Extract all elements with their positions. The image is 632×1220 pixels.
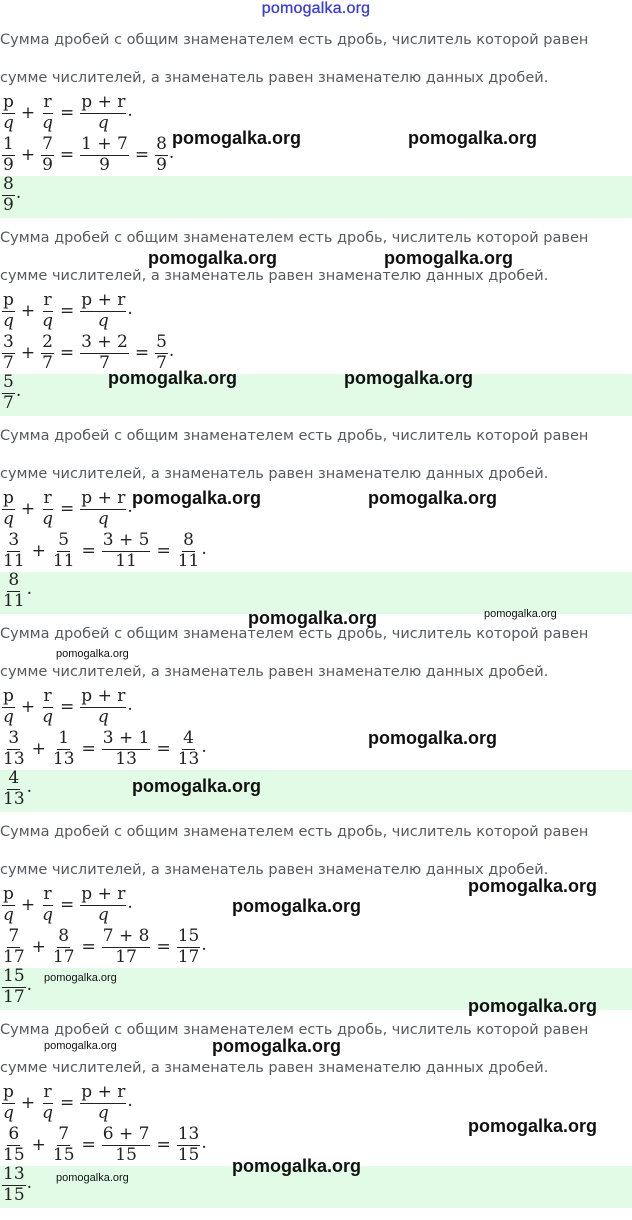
watermark-text: pomogalka.org [232,896,362,916]
watermark-text: pomogalka.org [132,776,262,796]
answer-fraction: $\frac{4}{13}$ [3,768,25,809]
first-fraction: $\frac{3}{11}$ [3,530,25,571]
sum-fraction: $\frac{7 + 8}{17}$ [102,926,150,967]
first-fraction: $\frac{3}{13}$ [3,728,25,769]
general-formula: $\frac{p}{q}$ + $\frac{r}{q}$ = $\frac{p + r}{q}$ . [3,686,133,727]
answer-value: $\frac{8}{9}$ . [3,174,22,215]
second-fraction: $\frac{7}{9}$ [42,134,53,175]
result-fraction: $\frac{13}{15}$ [177,1124,200,1165]
answer-fraction: $\frac{13}{15}$ [3,1164,25,1205]
watermark-text: pomogalka.org [232,1156,362,1176]
fraction-r-over-q: $\frac{r}{q}$ [42,290,54,331]
plus-sign: + [20,499,36,520]
problem-block-2 [0,230,632,428]
second-fraction: $\frac{1}{13}$ [52,728,75,769]
plus-sign: + [20,697,36,718]
rule-line-2: сумме числителей, а знаменатель равен знаменателю данных дробей. [0,1060,549,1076]
answer-box [0,770,632,812]
sum-fraction: $\frac{3 + 1}{13}$ [102,728,150,769]
answer-value: $\frac{5}{7}$ . [3,372,22,413]
problem-block-5 [0,824,632,1022]
watermark-text: pomogalka.org [368,728,498,748]
fraction-sum-over-q: $\frac{p + r}{q}$ [81,290,126,331]
second-fraction: $\frac{2}{7}$ [42,332,53,373]
rule-line-1: Сумма дробей с общим знаменателем есть дробь, числитель которой равен [0,428,589,444]
rule-line-1: Сумма дробей с общим знаменателем есть дробь, числитель которой равен [0,626,589,642]
plus-sign: + [31,739,46,760]
equals-sign: = [81,1135,96,1156]
rule-line-1: Сумма дробей с общим знаменателем есть дробь, числитель которой равен [0,1022,589,1038]
fraction-sum-over-q: $\frac{p + r}{q}$ [81,686,126,727]
equals-sign: = [156,541,171,562]
first-fraction: $\frac{3}{7}$ [3,332,14,373]
fraction-r-over-q: $\frac{r}{q}$ [42,488,54,529]
watermark-text: pomogalka.org [468,876,598,896]
equals-sign: = [60,895,75,916]
worked-example: $\frac{1}{9}$ + $\frac{7}{9}$ = $\frac{1 + 7}{9}$ = $\frac{8}{9}$ . [3,134,175,175]
rule-line-2: сумме числителей, а знаменатель равен знаменателю данных дробей. [0,862,549,878]
worked-example: $\frac{7}{17}$ + $\frac{8}{17}$ = $\frac{7 + 8}{17}$ = $\frac{15}{17}$ . [3,926,207,967]
watermark-text: pomogalka.org [344,368,474,388]
watermark-text: pomogalka.org [148,248,278,268]
worked-example: $\frac{6}{15}$ + $\frac{7}{15}$ = $\frac{6 + 7}{15}$ = $\frac{13}{15}$ . [3,1124,207,1165]
first-fraction: $\frac{1}{9}$ [3,134,14,175]
equals-sign: = [134,343,150,364]
fraction-r-over-q: $\frac{r}{q}$ [42,686,54,727]
equals-sign: = [156,739,171,760]
answer-value: $\frac{15}{17}$ . [3,966,33,1007]
answer-fraction: $\frac{8}{9}$ [3,174,14,215]
equals-sign: = [59,145,75,166]
fraction-p-over-q: $\frac{p}{q}$ [3,488,14,529]
result-fraction: $\frac{4}{13}$ [177,728,200,769]
watermark-text: pomogalka.org [248,608,378,628]
first-fraction: $\frac{6}{15}$ [3,1124,25,1165]
watermark-text: pomogalka.org [212,1036,342,1056]
plus-sign: + [20,301,36,322]
equals-sign: = [59,343,75,364]
result-fraction: $\frac{8}{9}$ [156,134,167,175]
equals-sign: = [60,697,75,718]
problem-block-1 [0,32,632,230]
result-fraction: $\frac{5}{7}$ [156,332,167,373]
fraction-r-over-q: $\frac{r}{q}$ [42,884,54,925]
watermark-text: pomogalka.org [56,1172,129,1184]
second-fraction: $\frac{5}{11}$ [52,530,75,571]
plus-sign: + [20,1093,36,1114]
fraction-r-over-q: $\frac{r}{q}$ [42,92,54,133]
watermark-text: pomogalka.org [384,248,514,268]
worked-example: $\frac{3}{11}$ + $\frac{5}{11}$ = $\frac{3 + 5}{11}$ = $\frac{8}{11}$ . [3,530,207,571]
rule-line-1: Сумма дробей с общим знаменателем есть дробь, числитель которой равен [0,824,589,840]
answer-box [0,176,632,218]
answer-fraction: $\frac{5}{7}$ [3,372,14,413]
general-formula: $\frac{p}{q}$ + $\frac{r}{q}$ = $\frac{p + r}{q}$ . [3,92,133,133]
watermark-text: pomogalka.org [172,128,302,148]
equals-sign: = [81,739,96,760]
watermark-text: pomogalka.org [44,1040,117,1052]
equals-sign: = [81,937,96,958]
general-formula: $\frac{p}{q}$ + $\frac{r}{q}$ = $\frac{p + r}{q}$ . [3,488,133,529]
watermark-text: pomogalka.org [132,488,262,508]
answer-fraction: $\frac{15}{17}$ [3,966,25,1007]
watermark-text: pomogalka.org [484,608,557,620]
answer-box [0,374,632,416]
result-fraction: $\frac{15}{17}$ [177,926,200,967]
second-fraction: $\frac{7}{15}$ [52,1124,75,1165]
watermark-text: pomogalka.org [108,368,238,388]
equals-sign: = [60,499,75,520]
fraction-p-over-q: $\frac{p}{q}$ [3,290,14,331]
watermark-text: pomogalka.org [44,972,117,984]
equals-sign: = [60,1093,75,1114]
watermark-text: pomogalka.org [368,488,498,508]
general-formula: $\frac{p}{q}$ + $\frac{r}{q}$ = $\frac{p + r}{q}$ . [3,1082,133,1123]
result-fraction: $\frac{8}{11}$ [177,530,200,571]
rule-line-2: сумме числителей, а знаменатель равен знаменателю данных дробей. [0,466,549,482]
first-fraction: $\frac{7}{17}$ [3,926,25,967]
equals-sign: = [134,145,150,166]
equals-sign: = [60,301,75,322]
general-formula: $\frac{p}{q}$ + $\frac{r}{q}$ = $\frac{p + r}{q}$ . [3,884,133,925]
worked-example: $\frac{3}{7}$ + $\frac{2}{7}$ = $\frac{3 + 2}{7}$ = $\frac{5}{7}$ . [3,332,175,373]
equals-sign: = [156,1135,171,1156]
problem-block-3 [0,428,632,626]
answer-value: $\frac{8}{11}$ . [3,570,33,611]
plus-sign: + [31,541,46,562]
plus-sign: + [20,145,36,166]
fraction-sum-over-q: $\frac{p + r}{q}$ [81,488,126,529]
general-formula: $\frac{p}{q}$ + $\frac{r}{q}$ = $\frac{p + r}{q}$ . [3,290,133,331]
fraction-r-over-q: $\frac{r}{q}$ [42,1082,54,1123]
fraction-p-over-q: $\frac{p}{q}$ [3,884,14,925]
site-title: pomogalka.org [261,0,371,17]
plus-sign: + [20,103,36,124]
sum-fraction: $\frac{3 + 5}{11}$ [102,530,150,571]
fraction-sum-over-q: $\frac{p + r}{q}$ [81,884,126,925]
rule-line-2: сумме числителей, а знаменатель равен знаменателю данных дробей. [0,268,549,284]
plus-sign: + [31,1135,46,1156]
plus-sign: + [31,937,46,958]
sum-fraction: $\frac{3 + 2}{7}$ [81,332,128,373]
second-fraction: $\frac{8}{17}$ [52,926,75,967]
rule-line-1: Сумма дробей с общим знаменателем есть дробь, числитель которой равен [0,32,589,48]
fraction-p-over-q: $\frac{p}{q}$ [3,92,14,133]
answer-fraction: $\frac{8}{11}$ [3,570,25,611]
fraction-p-over-q: $\frac{p}{q}$ [3,1082,14,1123]
sum-fraction: $\frac{6 + 7}{15}$ [102,1124,150,1165]
equals-sign: = [81,541,96,562]
rule-line-2: сумме числителей, а знаменатель равен знаменателю данных дробей. [0,70,549,86]
watermark-text: pomogalka.org [468,1116,598,1136]
answer-value: $\frac{4}{13}$ . [3,768,33,809]
worked-example: $\frac{3}{13}$ + $\frac{1}{13}$ = $\frac{3 + 1}{13}$ = $\frac{4}{13}$ . [3,728,207,769]
watermark-text: pomogalka.org [56,648,129,660]
fraction-p-over-q: $\frac{p}{q}$ [3,686,14,727]
plus-sign: + [20,895,36,916]
equals-sign: = [60,103,75,124]
fraction-sum-over-q: $\frac{p + r}{q}$ [81,1082,126,1123]
watermark-text: pomogalka.org [468,996,598,1016]
watermark-text: pomogalka.org [408,128,538,148]
plus-sign: + [20,343,36,364]
sum-fraction: $\frac{1 + 7}{9}$ [81,134,128,175]
fraction-sum-over-q: $\frac{p + r}{q}$ [81,92,126,133]
equals-sign: = [156,937,171,958]
rule-line-2: сумме числителей, а знаменатель равен знаменателю данных дробей. [0,664,549,680]
answer-value: $\frac{13}{15}$ . [3,1164,33,1205]
rule-line-1: Сумма дробей с общим знаменателем есть дробь, числитель которой равен [0,230,589,246]
